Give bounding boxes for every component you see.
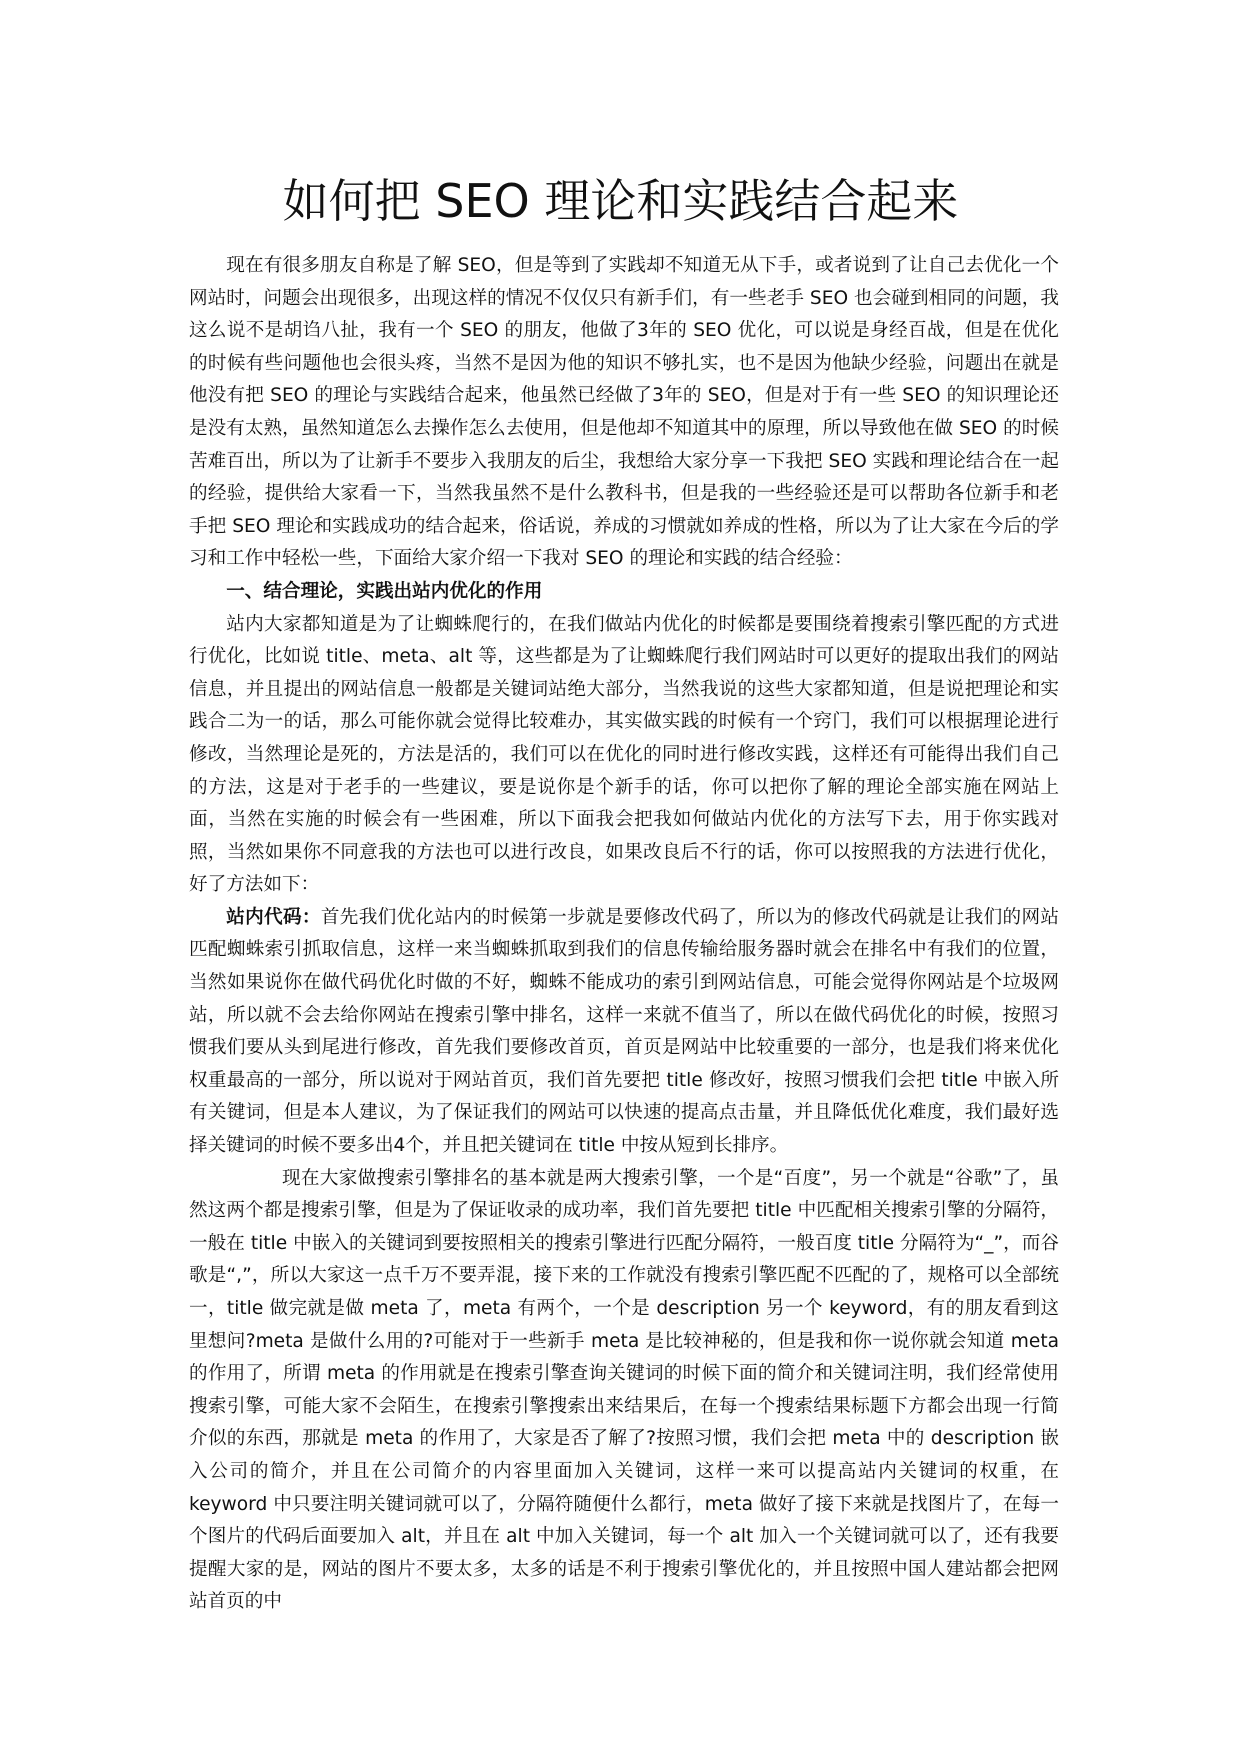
- intro-paragraph: 现在有很多朋友自称是了解 SEO，但是等到了实践却不知道无从下手，或者说到了让自己去优化一个网站时，问题会出现很多，出现这样的情况不仅仅只有新手们，有一些老手 SEO 也会碰到相同的问题，我这么说不是胡诌八扯，我有一个 SEO 的朋友，他做了3年的 SEO 优化，可以说是身经百战，但是在优化的时候有些问题他也会很头疼，当然不是因为他的知识不够扎实，也不是因为他缺少经验，问题出在就是他没有把 SEO 的理论与实践结合起来，他虽然已经做了3年的 SEO，但是对于有一些 SEO 的知识理论还是没有太熟，虽然知道怎么去操作怎么去使用，但是他却不知道其中的原理，所以导致他在做 SEO 的时候苦难百出，所以为了让新手不要步入我朋友的后尘，我想给大家分享一下我把 SEO 实践和理论结合在一起的经验，提供给大家看一下，当然我虽然不是什么教科书，但是我的一些经验还是可以帮助各位新手和老手把 SEO 理论和实践成功的结合起来，俗话说，养成的习惯就如养成的性格，所以为了让大家在今后的学习和工作中轻松一些，下面给大家介绍一下我对 SEO 的理论和实践的结合经验：: [189, 255, 1059, 570]
- document-title: 如何把 SEO 理论和实践结合起来: [282, 174, 959, 228]
- section-paragraph: 站内大家都知道是为了让蜘蛛爬行的，在我们做站内优化的时候都是要围绕着搜索引擎匹配的方式进行优化，比如说 title、meta、alt 等，这些都是为了让蜘蛛爬行我们网站时可以更好的提取出我们的网站信息，并且提出的网站信息一般都是关键词站绝大部分，当然我说的这些大家都知道，但是说把理论和实践合二为一的话，那么可能你就会觉得比较难办，其实做实践的时候有一个窍门，我们可以根据理论进行修改，当然理论是死的，方法是活的，我们可以在优化的同时进行修改实践，这样还有可能得出我们自己的方法，这是对于老手的一些建议，要是说你是个新手的话，你可以把你了解的理论全部实施在网站上面，当然在实施的时候会有一些困难，所以下面我会把我如何做站内优化的方法写下去，用于你实践对照，当然如果你不同意我的方法也可以进行改良，如果改良后不行的话，你可以按照我的方法进行优化，好了方法如下：: [189, 613, 1059, 896]
- code-paragraph-text: 首先我们优化站内的时候第一步就是要修改代码了，所以为的修改代码就是让我们的网站匹配蜘蛛索引抓取信息，这样一来当蜘蛛抓取到我们的信息传输给服务器时就会在排名中有我们的位置，当然如果说你在做代码优化时做的不好，蜘蛛不能成功的索引到网站信息，可能会觉得你网站是个垃圾网站，所以就不会去给你网站在搜索引擎中排名，这样一来就不值当了，所以在做代码优化的时候，按照习惯我们要从头到尾进行修改，首先我们要修改首页，首页是网站中比较重要的一部分，也是我们将来优化权重最高的一部分，所以说对于网站首页，我们首先要把 title 修改好，按照习惯我们会把 title 中嵌入所有关键词，但是本人建议，为了保证我们的网站可以快速的提高点击量，并且降低优化难度，我们最好选择关键词的时候不要多出4个，并且把关键词在 title 中按从短到长排序。: [189, 906, 1059, 1157]
- code-paragraph: [189, 902, 1059, 1163]
- code-lead-label: 站内代码：: [226, 906, 321, 928]
- engine-paragraph: 现在大家做搜索引擎排名的基本就是两大搜索引擎，一个是“百度”，另一个就是“谷歌”了，虽然这两个都是搜索引擎，但是为了保证收录的成功率，我们首先要把 title 中匹配相关搜索引擎的分隔符，一般在 title 中嵌入的关键词到要按照相关的搜索引擎进行匹配分隔符，一般百度 title 分隔符为“_”，而谷歌是“,”，所以大家这一点千万不要弄混，接下来的工作就没有搜索引擎匹配不匹配的了，规格可以全部统一，title 做完就是做 meta 了，meta 有两个，一个是 description 另一个 keyword，有的朋友看到这里想问?meta 是做什么用的?可能对于一些新手 meta 是比较神秘的，但是我和你一说你就会知道 meta 的作用了，所谓 meta 的作用就是在搜索引擎查询关键词的时候下面的简介和关键词注明，我们经常使用搜索引擎，可能大家不会陌生，在搜索引擎搜索出来结果后，在每一个搜索结果标题下方都会出现一行简介似的东西，那就是 meta 的作用了，大家是否了解了?按照习惯，我们会把 meta 中的 description 嵌入公司的简介，并且在公司简介的内容里面加入关键词，这样一来可以提高站内关键词的权重，在 keyword 中只要注明关键词就可以了，分隔符随便什么都行，meta 做好了接下来就是找图片了，在每一个图片的代码后面要加入 alt，并且在 alt 中加入关键词，每一个 alt 加入一个关键词就可以了，还有我要提醒大家的是，网站的图片不要太多，太多的话是不利于搜索引擎优化的，并且按照中国人建站都会把网站首页的中: [189, 1167, 1059, 1613]
- section-heading: 一、结合理论，实践出站内优化的作用: [226, 580, 543, 602]
- document-body: [189, 250, 1059, 1619]
